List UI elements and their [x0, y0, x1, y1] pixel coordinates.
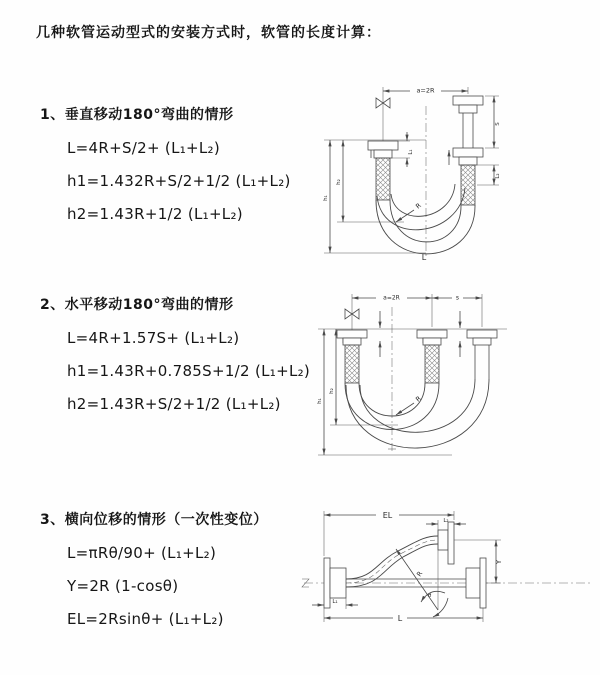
dim-h1-label: h₁ — [323, 195, 329, 201]
diagram-horizontal-180-bend — [302, 283, 597, 471]
section-vertical-movement — [40, 104, 325, 223]
dim-s-label: S — [495, 122, 501, 126]
section-2-heading: 2、水平移动180°弯曲的情形 — [40, 297, 234, 313]
dim-r-label: R — [414, 394, 423, 404]
dim-el-label: EL — [382, 511, 393, 520]
dim-shift-label: s — [455, 294, 460, 302]
formula-Y: Y=2R (1-cosθ) — [67, 577, 179, 595]
formula-L: L=4R+1.57S+ (L₁+L₂) — [67, 329, 240, 347]
dim-h2-label: h₂ — [336, 179, 342, 185]
dim-span-label: a=2R — [383, 294, 400, 302]
dim-l1-label: L₁ — [332, 599, 338, 605]
dim-theta-label: θ — [428, 593, 432, 599]
section-lateral-displacement — [40, 509, 325, 628]
section-3-heading: 3、横向位移的情形（一次性变位） — [40, 512, 268, 528]
dim-r-label: R — [414, 201, 423, 211]
dim-r-label: R — [415, 569, 425, 579]
formula-L: L=πRθ/90+ (L₁+L₂) — [67, 544, 217, 562]
formula-EL: EL=2Rsinθ+ (L₁+L₂) — [67, 610, 224, 628]
formula-L: L=4R+S/2+ (L₁+L₂) — [67, 139, 221, 157]
dim-l2-label: L₂ — [495, 173, 501, 179]
formula-h1: h1=1.432R+S/2+1/2 (L₁+L₂) — [67, 172, 291, 190]
page-title: 几种软管运动型式的安装方式时，软管的长度计算： — [36, 25, 381, 41]
formula-h2: h2=1.43R+S/2+1/2 (L₁+L₂) — [67, 395, 281, 413]
braided-hose-middle — [425, 345, 439, 383]
formula-h2: h2=1.43R+1/2 (L₁+L₂) — [67, 205, 243, 223]
section-horizontal-movement — [40, 294, 325, 413]
braided-hose-left — [345, 345, 359, 383]
dim-l-label: L — [397, 614, 403, 623]
diagram-lateral-displacement — [296, 500, 598, 658]
dim-h2-label: h₂ — [329, 388, 335, 394]
dim-l1-label: L₁ — [408, 149, 414, 155]
braided-hose-right — [461, 165, 475, 205]
dim-l2-label: L₂ — [443, 518, 449, 524]
formula-h1: h1=1.43R+0.785S+1/2 (L₁+L₂) — [67, 362, 311, 380]
hose-curves — [376, 184, 475, 254]
dim-span-label: a=2R — [416, 86, 435, 95]
braided-hose-left — [376, 158, 390, 200]
dim-h1-label: h₁ — [317, 398, 323, 404]
section-1-heading: 1、垂直移动180°弯曲的情形 — [40, 107, 234, 123]
hose-curves — [345, 379, 489, 448]
dim-l-label: L — [421, 253, 427, 262]
diagram-vertical-180-bend — [308, 70, 598, 262]
dim-y-label: Y — [495, 559, 503, 565]
